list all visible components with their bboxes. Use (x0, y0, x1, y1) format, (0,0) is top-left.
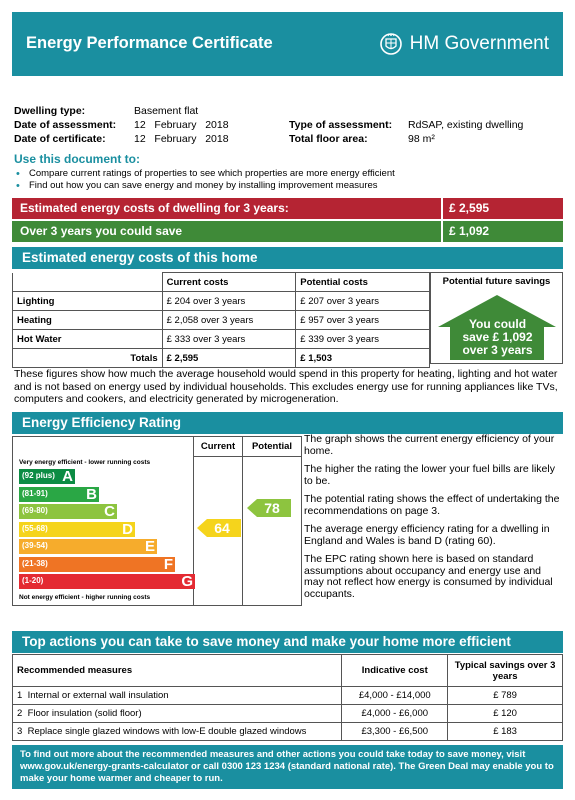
col-typical-savings: Typical savings over 3 years (448, 655, 563, 687)
rating-band-b (19, 487, 99, 502)
current-rating-value: 64 (214, 520, 230, 536)
table-row: 1 Internal or external wall insulation £4,000 - £14,000 £ 789 (13, 687, 563, 705)
totals-row: Totals £ 2,595 £ 1,503 (13, 349, 430, 368)
costs-section-title: Estimated energy costs of this home (12, 247, 563, 269)
rating-band-e (19, 539, 157, 554)
savings-value: £ 1,092 (443, 221, 563, 242)
efficient-note: Very energy efficient - lower running costs (19, 459, 151, 466)
page-title: Energy Performance Certificate (26, 34, 273, 52)
table-row: Hot Water £ 333 over 3 years £ 339 over 3 years (13, 330, 430, 349)
band-letter: A (62, 468, 73, 485)
rating-col-current: Current (200, 441, 236, 452)
band-range: (55-68) (22, 523, 48, 533)
rating-section-title: Energy Efficiency Rating (12, 412, 563, 434)
efficiency-rating-chart (12, 436, 302, 606)
footer-info: To find out more about the recommended measures and other actions you could take today to save money, visit www.gov.uk/energy-grants-calculator or call 0300 123 1234 (standard national rate). The Green Deal may enable you to make your home warmer and cheaper to run. (12, 745, 563, 789)
table-row: Heating £ 2,058 over 3 years £ 957 over 3 years (13, 311, 430, 330)
potential-rating-arrow (247, 499, 291, 517)
band-letter: F (163, 555, 173, 573)
band-range: (69-80) (22, 506, 48, 515)
band-letter: D (122, 520, 133, 538)
future-savings-title: Potential future savings (442, 276, 551, 287)
col-current-costs: Current costs (162, 273, 296, 292)
savings-label: Over 3 years you could save (12, 221, 441, 242)
potential-future-savings (430, 272, 563, 364)
rating-col-potential: Potential (251, 441, 293, 452)
hm-government-logo (378, 32, 549, 56)
dwelling-type-value: Basement flat (134, 105, 199, 117)
current-rating-arrow (197, 519, 241, 537)
house-savings-text: You could save £ 1,092 over 3 years (462, 317, 533, 357)
col-potential-costs: Potential costs (296, 273, 430, 292)
date-assessment-value: 12 February 2018 (134, 119, 229, 131)
type-assessment-label: Type of assessment: (289, 119, 393, 131)
use-bullet: • Find out how you can save energy and money by installing improvement measures (16, 180, 395, 192)
potential-rating-value: 78 (264, 500, 280, 516)
floor-area-value: 98 m² (408, 133, 435, 145)
date-certificate-value: 12 February 2018 (134, 133, 229, 145)
table-row: 2 Floor insulation (solid floor) £4,000 - £6,000 £ 120 (13, 705, 563, 723)
actions-section-title: Top actions you can take to save money and make your home more efficient (12, 631, 563, 653)
costs-explanation: These figures show how much the average household would spend in this property for heating, lighting and hot water and is not based on energy used by individual households. This excludes energy use for running appliances like TVs, computers and cookers, and electricity generated by microgeneration. (14, 368, 558, 405)
estimated-cost-bar (12, 198, 563, 219)
table-row: Lighting £ 204 over 3 years £ 207 over 3 years (13, 292, 430, 311)
estimated-cost-label: Estimated energy costs of dwelling for 3 years: (12, 198, 441, 219)
band-letter: B (86, 485, 97, 503)
use-bullet: • Compare current ratings of properties to see which properties are more energy efficient (16, 168, 395, 180)
type-assessment-value: RdSAP, existing dwelling (408, 119, 524, 131)
band-letter: E (144, 538, 155, 555)
band-range: (21-38) (22, 558, 48, 568)
band-range: (1-20) (22, 576, 44, 585)
dwelling-info (14, 104, 564, 146)
band-range: (39-54) (22, 541, 48, 550)
use-document-title: Use this document to: (14, 152, 141, 166)
rating-band-f (19, 557, 175, 572)
rating-band-a (19, 469, 75, 484)
date-assessment-label: Date of assessment: (14, 119, 117, 131)
certificate-header (12, 12, 563, 76)
col-measures: Recommended measures (13, 655, 342, 687)
floor-area-label: Total floor area: (289, 133, 368, 145)
royal-crest-icon (378, 32, 404, 56)
hm-government-text: HM Government (409, 33, 549, 54)
rating-explanation: The graph shows the current energy efficiency of your home. The higher the rating the lower your fuel bills are likely to be. The potential rating shows the effect of undertaking the recommendations on page 3. The average energy efficiency rating for a dwelling in England and Wales is band D (rating 60). The EPC rating shown here is based on standard assumptions about occupancy and energy use and may not reflect how energy is consumed by individual occupants. (304, 433, 560, 600)
dwelling-type-label: Dwelling type: (14, 105, 86, 117)
actions-table (12, 654, 563, 741)
col-indicative-cost: Indicative cost (342, 655, 448, 687)
rating-band-c (19, 504, 117, 519)
savings-bar (12, 221, 563, 242)
use-document-list (16, 168, 395, 192)
inefficient-note: Not energy efficient - higher running costs (19, 594, 151, 601)
band-letter: C (104, 503, 115, 520)
estimated-cost-value: £ 2,595 (443, 198, 563, 219)
table-row: 3 Replace single glazed windows with low-E double glazed windows £3,300 - £6,500 £ 183 (13, 723, 563, 741)
band-range: (81-91) (22, 488, 48, 498)
rating-band-d (19, 522, 135, 537)
band-letter: G (181, 573, 193, 590)
rating-band-g (19, 574, 195, 589)
costs-table (12, 272, 430, 368)
band-range: (92 plus) (22, 471, 55, 480)
date-certificate-label: Date of certificate: (14, 133, 106, 145)
